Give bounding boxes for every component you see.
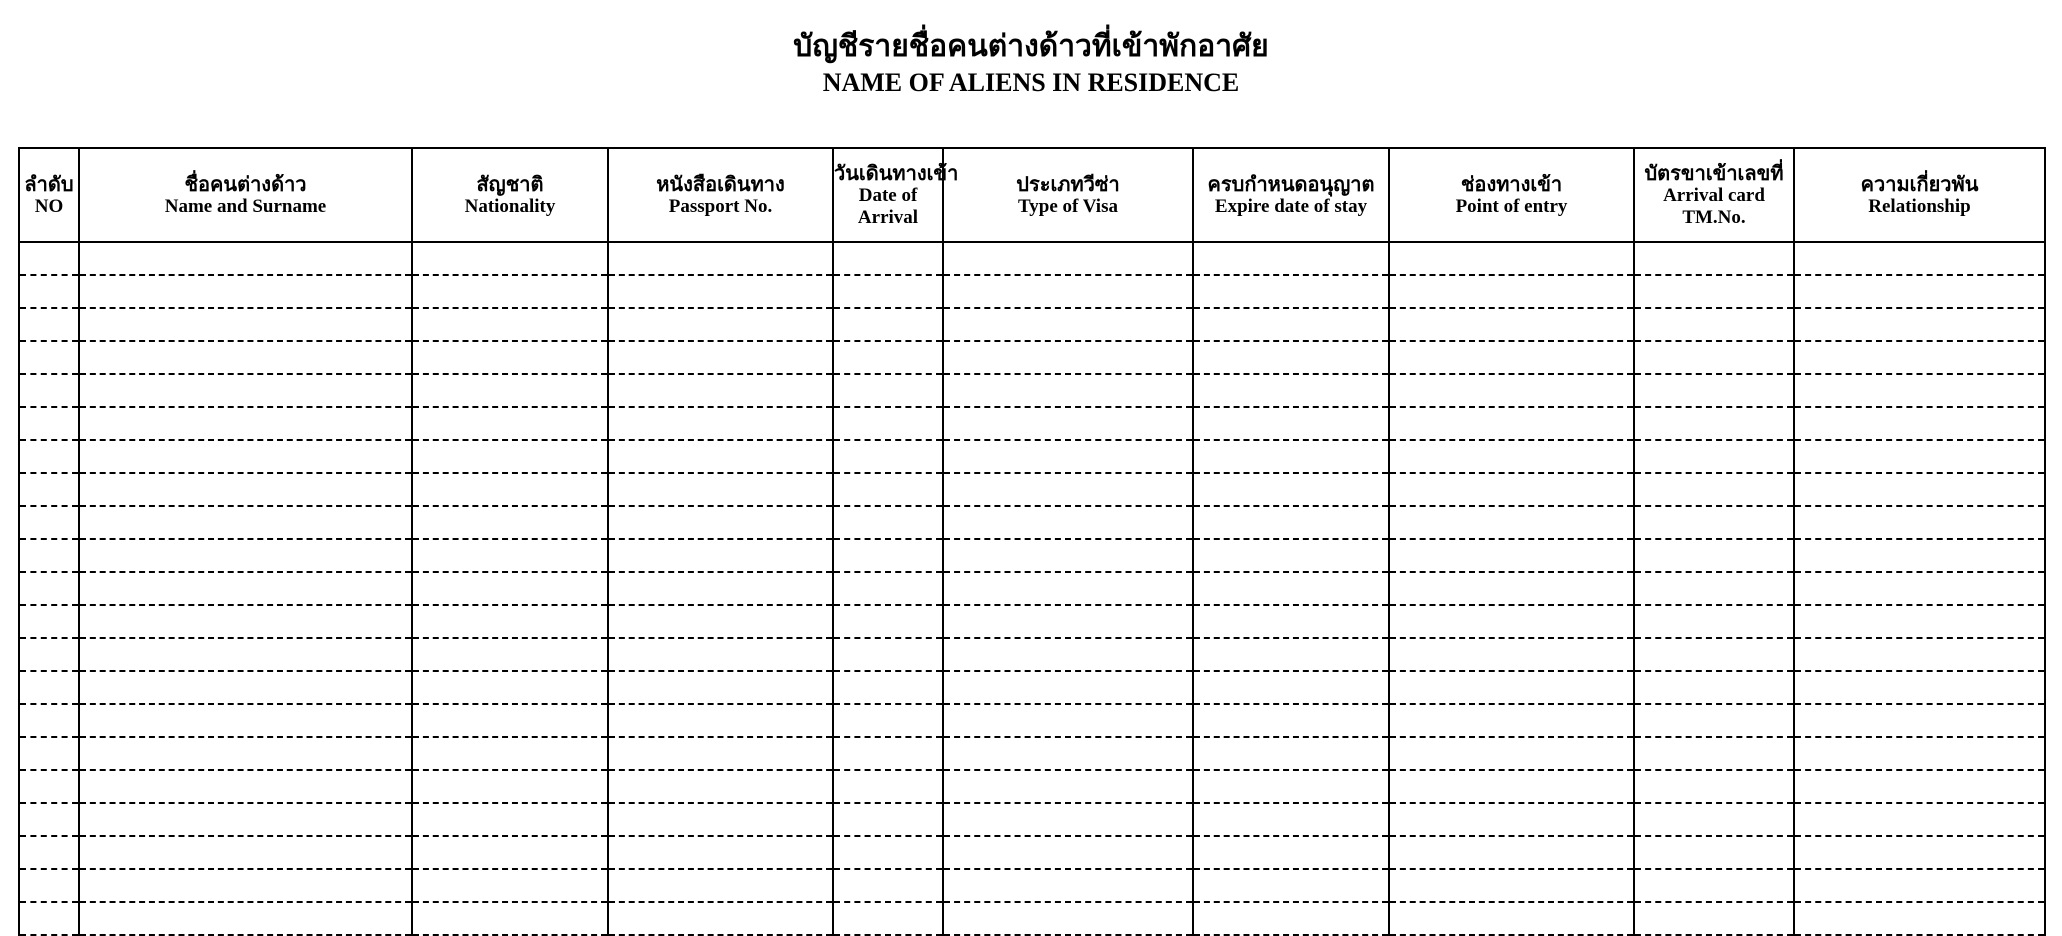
table-cell[interactable] <box>412 869 608 902</box>
table-cell[interactable] <box>1634 737 1794 770</box>
table-cell[interactable] <box>19 539 79 572</box>
table-cell[interactable] <box>608 440 833 473</box>
column-header-passport <box>608 148 833 242</box>
aliens-table <box>18 147 2046 936</box>
table-cell[interactable] <box>79 572 412 605</box>
table-cell[interactable] <box>833 275 943 308</box>
table-cell[interactable] <box>412 341 608 374</box>
table-cell[interactable] <box>19 869 79 902</box>
column-header-nationality <box>412 148 608 242</box>
table-cell[interactable] <box>1794 275 2045 308</box>
table-cell[interactable] <box>1794 539 2045 572</box>
column-header-relationship-english: Relationship <box>1868 195 1971 217</box>
table-cell[interactable] <box>608 638 833 671</box>
table-cell[interactable] <box>1634 605 1794 638</box>
table-cell[interactable] <box>1794 407 2045 440</box>
table-cell[interactable] <box>19 407 79 440</box>
table-cell[interactable] <box>1389 869 1634 902</box>
table-cell[interactable] <box>19 308 79 341</box>
table-cell[interactable] <box>79 836 412 869</box>
table-cell[interactable] <box>1193 869 1389 902</box>
table-cell[interactable] <box>943 572 1193 605</box>
aliens-table-wrapper <box>18 147 2044 936</box>
table-cell[interactable] <box>608 242 833 275</box>
table-cell[interactable] <box>608 902 833 935</box>
table-cell[interactable] <box>833 869 943 902</box>
table-cell[interactable] <box>608 539 833 572</box>
table-cell[interactable] <box>833 605 943 638</box>
table-cell[interactable] <box>1794 836 2045 869</box>
table-cell[interactable] <box>1389 341 1634 374</box>
table-body <box>19 242 2045 935</box>
table-row[interactable] <box>19 506 2045 539</box>
table-cell[interactable] <box>1634 275 1794 308</box>
page-title-thai: บัญชีรายชื่อคนต่างด้าวที่เข้าพักอาศัย <box>793 29 1269 64</box>
table-cell[interactable] <box>1634 869 1794 902</box>
table-cell[interactable] <box>79 506 412 539</box>
table-cell[interactable] <box>1389 242 1634 275</box>
table-cell[interactable] <box>1193 605 1389 638</box>
table-cell[interactable] <box>1389 506 1634 539</box>
table-cell[interactable] <box>412 704 608 737</box>
table-cell[interactable] <box>608 704 833 737</box>
table-cell[interactable] <box>19 605 79 638</box>
table-cell[interactable] <box>608 572 833 605</box>
table-cell[interactable] <box>412 638 608 671</box>
table-cell[interactable] <box>1634 836 1794 869</box>
column-header-expire-date <box>1193 148 1389 242</box>
table-cell[interactable] <box>1634 770 1794 803</box>
table-cell[interactable] <box>1634 671 1794 704</box>
table-row[interactable] <box>19 902 2045 935</box>
table-cell[interactable] <box>943 704 1193 737</box>
table-cell[interactable] <box>412 242 608 275</box>
column-header-expire-date-thai: ครบกำหนดอนุญาต <box>1207 171 1375 196</box>
column-header-date-of-arrival-thai: วันเดินทางเข้า <box>834 161 959 186</box>
table-cell[interactable] <box>412 407 608 440</box>
column-header-nationality-thai: สัญชาติ <box>476 171 544 196</box>
table-cell[interactable] <box>833 836 943 869</box>
table-cell[interactable] <box>1634 473 1794 506</box>
column-header-no-english: NO <box>34 195 64 217</box>
column-header-point-of-entry-english: Point of entry <box>1455 195 1568 217</box>
table-cell[interactable] <box>833 770 943 803</box>
table-cell[interactable] <box>412 473 608 506</box>
table-cell[interactable] <box>79 242 412 275</box>
table-cell[interactable] <box>19 473 79 506</box>
table-cell[interactable] <box>1193 803 1389 836</box>
table-cell[interactable] <box>1389 407 1634 440</box>
table-cell[interactable] <box>79 638 412 671</box>
table-cell[interactable] <box>943 638 1193 671</box>
table-cell[interactable] <box>1389 374 1634 407</box>
table-cell[interactable] <box>1193 242 1389 275</box>
table-cell[interactable] <box>1794 704 2045 737</box>
column-header-arrival-card-english: Arrival card TM.No. <box>1663 185 1765 228</box>
table-cell[interactable] <box>1794 770 2045 803</box>
table-cell[interactable] <box>79 539 412 572</box>
table-cell[interactable] <box>79 473 412 506</box>
table-cell[interactable] <box>1193 902 1389 935</box>
column-header-arrival-card <box>1634 148 1794 242</box>
table-cell[interactable] <box>1193 737 1389 770</box>
table-cell[interactable] <box>19 638 79 671</box>
table-cell[interactable] <box>943 902 1193 935</box>
table-cell[interactable] <box>412 275 608 308</box>
table-cell[interactable] <box>1634 803 1794 836</box>
table-cell[interactable] <box>608 275 833 308</box>
table-cell[interactable] <box>608 737 833 770</box>
table-cell[interactable] <box>19 440 79 473</box>
column-header-passport-thai: หนังสือเดินทาง <box>656 171 785 196</box>
column-header-point-of-entry-thai: ช่องทางเข้า <box>1460 171 1563 196</box>
table-cell[interactable] <box>1389 902 1634 935</box>
table-cell[interactable] <box>19 242 79 275</box>
table-row[interactable] <box>19 275 2045 308</box>
table-cell[interactable] <box>833 242 943 275</box>
table-cell[interactable] <box>1634 374 1794 407</box>
table-cell[interactable] <box>412 605 608 638</box>
table-cell[interactable] <box>943 803 1193 836</box>
column-header-nationality-english: Nationality <box>464 195 556 217</box>
table-row[interactable] <box>19 638 2045 671</box>
table-cell[interactable] <box>19 902 79 935</box>
column-header-passport-english: Passport No. <box>668 195 773 217</box>
table-cell[interactable] <box>412 671 608 704</box>
table-cell[interactable] <box>79 671 412 704</box>
table-cell[interactable] <box>833 506 943 539</box>
table-cell[interactable] <box>412 737 608 770</box>
table-cell[interactable] <box>79 308 412 341</box>
table-cell[interactable] <box>608 506 833 539</box>
table-row[interactable] <box>19 374 2045 407</box>
table-cell[interactable] <box>19 506 79 539</box>
table-cell[interactable] <box>79 770 412 803</box>
table-cell[interactable] <box>79 869 412 902</box>
table-cell[interactable] <box>1193 407 1389 440</box>
table-cell[interactable] <box>19 704 79 737</box>
table-cell[interactable] <box>1193 671 1389 704</box>
table-cell[interactable] <box>833 473 943 506</box>
column-header-relationship <box>1794 148 2045 242</box>
table-cell[interactable] <box>1794 242 2045 275</box>
table-cell[interactable] <box>1794 638 2045 671</box>
column-header-type-of-visa-thai: ประเภทวีซ่า <box>1016 171 1120 196</box>
table-cell[interactable] <box>412 506 608 539</box>
table-cell[interactable] <box>19 341 79 374</box>
table-row[interactable] <box>19 770 2045 803</box>
table-cell[interactable] <box>608 869 833 902</box>
table-header-row <box>19 148 2045 242</box>
column-header-no-thai: ลำดับ <box>24 171 74 196</box>
table-cell[interactable] <box>1193 638 1389 671</box>
table-row[interactable] <box>19 308 2045 341</box>
table-cell[interactable] <box>79 440 412 473</box>
table-cell[interactable] <box>1389 275 1634 308</box>
table-cell[interactable] <box>1794 605 2045 638</box>
table-cell[interactable] <box>608 605 833 638</box>
table-cell[interactable] <box>1193 275 1389 308</box>
table-cell[interactable] <box>943 341 1193 374</box>
table-row[interactable] <box>19 572 2045 605</box>
table-header <box>19 148 2045 242</box>
table-cell[interactable] <box>79 737 412 770</box>
column-header-relationship-thai: ความเกี่ยวพัน <box>1860 171 1979 196</box>
table-cell[interactable] <box>608 407 833 440</box>
table-cell[interactable] <box>943 374 1193 407</box>
table-cell[interactable] <box>943 671 1193 704</box>
table-cell[interactable] <box>1193 572 1389 605</box>
table-cell[interactable] <box>79 704 412 737</box>
table-cell[interactable] <box>943 869 1193 902</box>
table-cell[interactable] <box>943 836 1193 869</box>
table-cell[interactable] <box>1193 374 1389 407</box>
column-header-point-of-entry <box>1389 148 1634 242</box>
table-cell[interactable] <box>833 902 943 935</box>
table-cell[interactable] <box>1193 704 1389 737</box>
page-title-english: NAME OF ALIENS IN RESIDENCE <box>822 67 1240 97</box>
table-cell[interactable] <box>943 737 1193 770</box>
table-cell[interactable] <box>943 407 1193 440</box>
table-cell[interactable] <box>1193 308 1389 341</box>
table-cell[interactable] <box>1794 803 2045 836</box>
table-cell[interactable] <box>1389 539 1634 572</box>
table-cell[interactable] <box>1634 539 1794 572</box>
table-cell[interactable] <box>608 308 833 341</box>
table-cell[interactable] <box>1634 704 1794 737</box>
table-row[interactable] <box>19 539 2045 572</box>
table-cell[interactable] <box>608 770 833 803</box>
table-cell[interactable] <box>943 275 1193 308</box>
table-cell[interactable] <box>412 803 608 836</box>
table-cell[interactable] <box>412 836 608 869</box>
column-header-type-of-visa <box>943 148 1193 242</box>
table-cell[interactable] <box>1794 506 2045 539</box>
table-row[interactable] <box>19 605 2045 638</box>
table-cell[interactable] <box>608 374 833 407</box>
table-cell[interactable] <box>833 737 943 770</box>
table-cell[interactable] <box>833 440 943 473</box>
table-cell[interactable] <box>1389 770 1634 803</box>
table-cell[interactable] <box>1794 341 2045 374</box>
table-cell[interactable] <box>1193 770 1389 803</box>
table-cell[interactable] <box>1794 374 2045 407</box>
table-cell[interactable] <box>1193 836 1389 869</box>
table-cell[interactable] <box>1634 572 1794 605</box>
table-cell[interactable] <box>943 506 1193 539</box>
table-cell[interactable] <box>1193 440 1389 473</box>
table-cell[interactable] <box>1794 572 2045 605</box>
column-header-type-of-visa-english: Type of Visa <box>1018 195 1118 217</box>
column-header-arrival-card-thai: บัตรขาเข้าเลขที่ <box>1644 161 1784 186</box>
table-cell[interactable] <box>1794 869 2045 902</box>
table-cell[interactable] <box>1389 671 1634 704</box>
table-cell[interactable] <box>1193 539 1389 572</box>
table-cell[interactable] <box>1794 473 2045 506</box>
column-header-name-thai: ชื่อคนต่างด้าว <box>184 171 307 196</box>
table-row[interactable] <box>19 869 2045 902</box>
table-cell[interactable] <box>833 704 943 737</box>
table-cell[interactable] <box>1634 407 1794 440</box>
table-cell[interactable] <box>1389 605 1634 638</box>
table-cell[interactable] <box>943 605 1193 638</box>
table-cell[interactable] <box>412 440 608 473</box>
table-cell[interactable] <box>833 341 943 374</box>
table-cell[interactable] <box>833 671 943 704</box>
table-cell[interactable] <box>833 572 943 605</box>
table-cell[interactable] <box>412 572 608 605</box>
table-cell[interactable] <box>1634 341 1794 374</box>
table-cell[interactable] <box>412 308 608 341</box>
column-header-name-english: Name and Surname <box>164 195 327 217</box>
table-cell[interactable] <box>1634 638 1794 671</box>
table-cell[interactable] <box>79 902 412 935</box>
table-cell[interactable] <box>1389 836 1634 869</box>
table-row[interactable] <box>19 407 2045 440</box>
table-cell[interactable] <box>1389 440 1634 473</box>
table-cell[interactable] <box>1634 242 1794 275</box>
table-cell[interactable] <box>1634 440 1794 473</box>
table-cell[interactable] <box>1389 308 1634 341</box>
table-cell[interactable] <box>19 737 79 770</box>
table-cell[interactable] <box>1389 572 1634 605</box>
column-header-name <box>79 148 412 242</box>
table-cell[interactable] <box>19 374 79 407</box>
table-cell[interactable] <box>608 341 833 374</box>
table-cell[interactable] <box>412 770 608 803</box>
table-cell[interactable] <box>1794 671 2045 704</box>
table-cell[interactable] <box>1794 440 2045 473</box>
table-cell[interactable] <box>1634 902 1794 935</box>
table-cell[interactable] <box>943 770 1193 803</box>
table-cell[interactable] <box>608 803 833 836</box>
table-cell[interactable] <box>79 407 412 440</box>
table-cell[interactable] <box>412 374 608 407</box>
table-cell[interactable] <box>943 539 1193 572</box>
table-cell[interactable] <box>833 308 943 341</box>
table-cell[interactable] <box>1389 704 1634 737</box>
table-cell[interactable] <box>1193 341 1389 374</box>
table-cell[interactable] <box>608 836 833 869</box>
table-row[interactable] <box>19 737 2045 770</box>
table-cell[interactable] <box>1634 506 1794 539</box>
table-cell[interactable] <box>19 803 79 836</box>
table-cell[interactable] <box>79 803 412 836</box>
table-row[interactable] <box>19 473 2045 506</box>
table-cell[interactable] <box>1634 308 1794 341</box>
table-row[interactable] <box>19 836 2045 869</box>
table-row[interactable] <box>19 341 2045 374</box>
document-title-block <box>0 0 2062 98</box>
column-header-date-of-arrival <box>833 148 959 242</box>
table-row[interactable] <box>19 803 2045 836</box>
table-cell[interactable] <box>608 671 833 704</box>
table-cell[interactable] <box>943 242 1193 275</box>
table-cell[interactable] <box>1389 737 1634 770</box>
table-cell[interactable] <box>79 275 412 308</box>
table-cell[interactable] <box>833 539 943 572</box>
table-cell[interactable] <box>1389 638 1634 671</box>
table-cell[interactable] <box>1794 308 2045 341</box>
table-cell[interactable] <box>833 407 943 440</box>
table-cell[interactable] <box>412 539 608 572</box>
table-cell[interactable] <box>1389 803 1634 836</box>
table-cell[interactable] <box>1794 737 2045 770</box>
table-cell[interactable] <box>943 440 1193 473</box>
table-cell[interactable] <box>1389 473 1634 506</box>
table-cell[interactable] <box>19 275 79 308</box>
table-cell[interactable] <box>19 671 79 704</box>
table-cell[interactable] <box>608 473 833 506</box>
table-cell[interactable] <box>943 308 1193 341</box>
table-cell[interactable] <box>412 902 608 935</box>
table-cell[interactable] <box>1794 902 2045 935</box>
table-row[interactable] <box>19 242 2045 275</box>
table-cell[interactable] <box>833 803 943 836</box>
table-cell[interactable] <box>79 374 412 407</box>
table-cell[interactable] <box>19 572 79 605</box>
table-cell[interactable] <box>833 374 943 407</box>
column-header-expire-date-english: Expire date of stay <box>1214 195 1368 217</box>
table-cell[interactable] <box>1193 506 1389 539</box>
column-header-no <box>19 148 79 242</box>
table-cell[interactable] <box>1193 473 1389 506</box>
table-cell[interactable] <box>943 473 1193 506</box>
table-cell[interactable] <box>833 638 943 671</box>
table-cell[interactable] <box>19 770 79 803</box>
table-row[interactable] <box>19 440 2045 473</box>
column-header-date-of-arrival-english: Date of Arrival <box>857 185 919 228</box>
table-row[interactable] <box>19 704 2045 737</box>
table-cell[interactable] <box>79 605 412 638</box>
table-row[interactable] <box>19 671 2045 704</box>
table-cell[interactable] <box>19 836 79 869</box>
table-cell[interactable] <box>79 341 412 374</box>
